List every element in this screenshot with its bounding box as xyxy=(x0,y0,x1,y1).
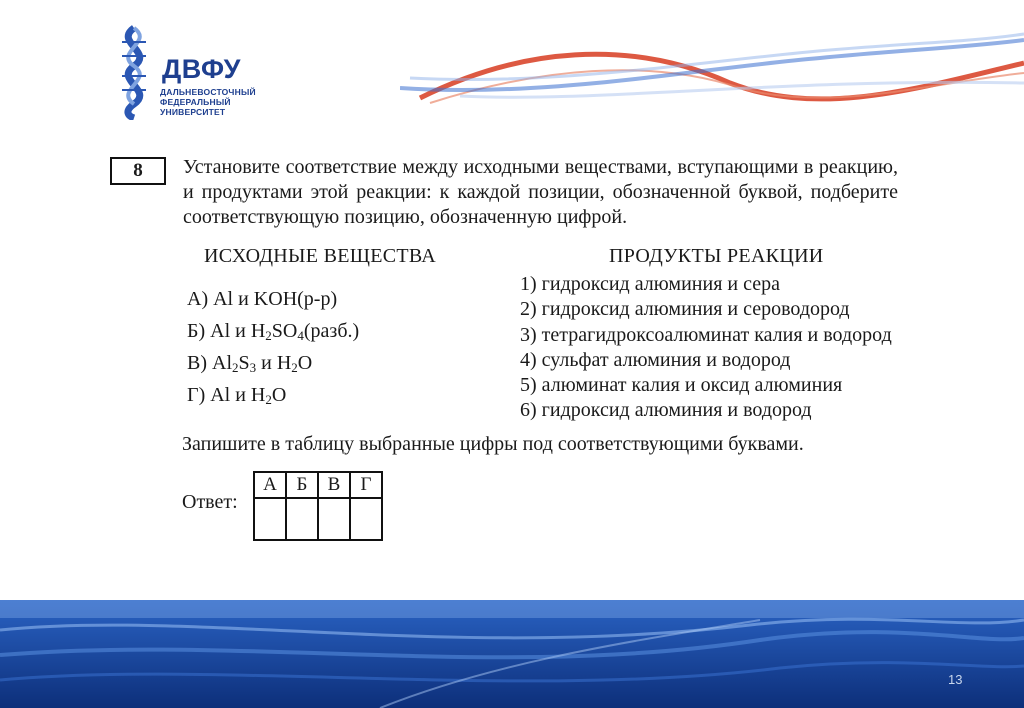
reactants-header: ИСХОДНЫЕ ВЕЩЕСТВА xyxy=(204,245,437,267)
logo-line-2: ФЕДЕРАЛЬНЫЙ xyxy=(160,97,231,107)
reactant-b: Б) Al и $H_2SO_4(разб.)$ xyxy=(187,320,360,343)
reactant-v: В) $Al_2S_3$ и $H_2O$ xyxy=(187,352,313,375)
product-5: 5) алюминат калия и оксид алюминия xyxy=(520,374,843,397)
answer-cell-b[interactable] xyxy=(286,498,318,540)
answer-cell-a[interactable] xyxy=(254,498,286,540)
reactant-g: Г) Al и $H_2O$ xyxy=(187,384,287,407)
page-number: 13 xyxy=(948,672,963,687)
question-number: 8 xyxy=(110,157,166,185)
product-2: 2) гидроксид алюминия и сероводород xyxy=(520,298,850,321)
task-text: Установите соответствие между исходными веществами, вступающими в реакцию, и продуктами этой реакции: к каждой позиции, обозначенной буквой, подберите соответствующую позицию, обозначенную цифрой. xyxy=(183,156,898,228)
logo-line-3: УНИВЕРСИТЕТ xyxy=(160,107,226,117)
answer-col-v: В xyxy=(318,472,350,498)
university-logo xyxy=(108,24,260,120)
product-3: 3) тетрагидроксоалюминат калия и водород xyxy=(520,323,892,346)
logo-brand: ДВФУ xyxy=(162,54,241,84)
product-1: 1) гидроксид алюминия и сера xyxy=(520,273,780,295)
answer-col-b: Б xyxy=(286,472,318,498)
products-header: ПРОДУКТЫ РЕАКЦИИ xyxy=(609,245,824,267)
product-6: 6) гидроксид алюминия и водород xyxy=(520,399,812,422)
answer-col-g: Г xyxy=(350,472,382,498)
header-waves xyxy=(400,28,1024,118)
answer-col-a: А xyxy=(254,472,286,498)
reactants-list xyxy=(187,283,359,411)
answer-cell-v[interactable] xyxy=(318,498,350,540)
answer-cell-g[interactable] xyxy=(350,498,382,540)
logo-line-1: ДАЛЬНЕВОСТОЧНЫЙ xyxy=(160,87,256,97)
reactant-a: А) Al и KOH(р-р) xyxy=(187,288,338,310)
footer-waves xyxy=(0,600,1024,708)
product-4: 4) сульфат алюминия и водород xyxy=(520,348,791,371)
helix-emblem xyxy=(108,24,160,120)
answer-label: Ответ: xyxy=(182,491,238,513)
products-list xyxy=(520,272,892,424)
instruction-text: Запишите в таблицу выбранные цифры под соответствующими буквами. xyxy=(182,433,804,455)
answer-table xyxy=(253,471,383,541)
